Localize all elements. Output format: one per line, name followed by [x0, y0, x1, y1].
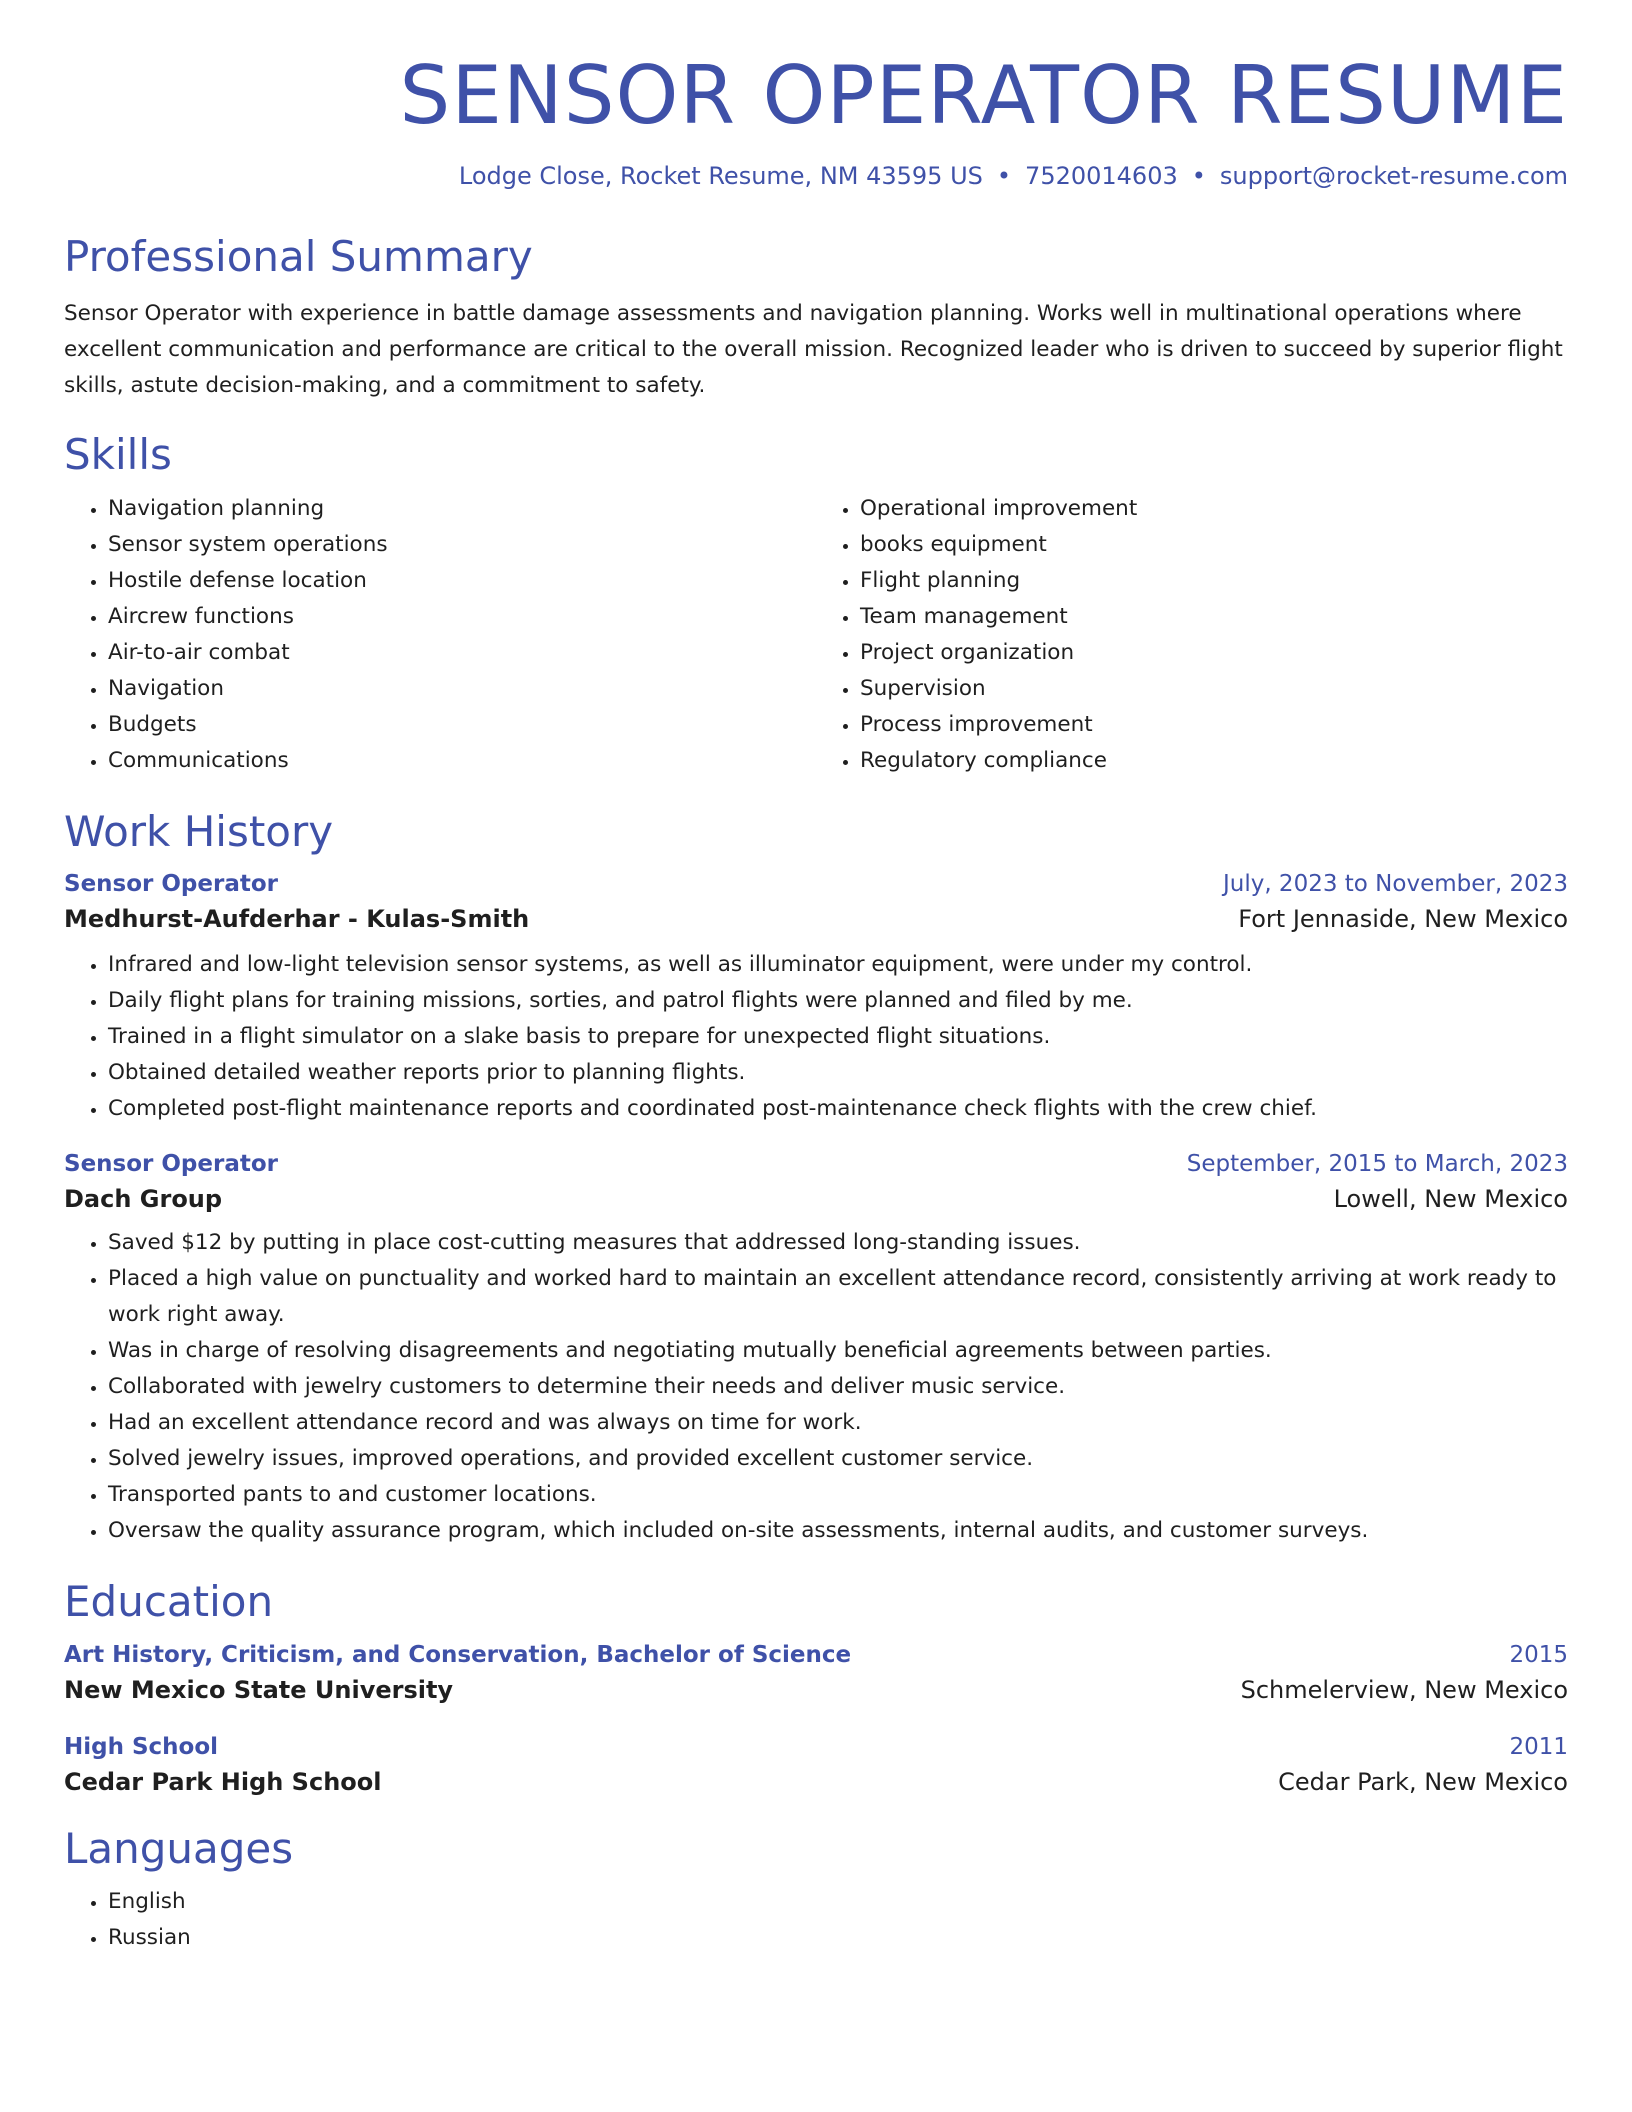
- resume-title: SENSOR OPERATOR RESUME: [399, 49, 1568, 142]
- job-bullet: • Obtained detailed weather reports prior to planning flights.: [108, 1055, 1568, 1091]
- job-bullet: • Solved jewelry issues, improved operations, and provided excellent customer service.: [108, 1441, 1568, 1477]
- job-bullet: • Transported pants to and customer locations.: [108, 1477, 1568, 1513]
- company-name: Dach Group: [64, 1185, 223, 1214]
- contact-phone: 7520014603: [1025, 162, 1178, 190]
- job-bullet: • Completed post-flight maintenance reports and coordinated post-maintenance check flights with the crew chief.: [108, 1091, 1568, 1127]
- degree-name: High School: [64, 1733, 219, 1760]
- job-bullet: • Saved $12 by putting in place cost-cutting measures that addressed long-standing issues.: [108, 1225, 1568, 1261]
- skill-item: • Aircrew functions: [108, 599, 816, 635]
- contact-address: Lodge Close, Rocket Resume, NM 43595 US: [458, 162, 983, 190]
- contact-separator: •: [996, 162, 1012, 190]
- school-name: New Mexico State University: [64, 1675, 454, 1704]
- language-item: • English: [108, 1884, 1568, 1920]
- work-heading: Work History: [64, 806, 334, 856]
- skill-item: • books equipment: [860, 527, 1568, 563]
- summary-text: Sensor Operator with experience in battle damage assessments and navigation planning. Works well in multinational operations where excellent communication and performance are critical to the overall mission. Recognized leader who is driven to succeed by superior flight skills, astute decision-making, and a commitment to safety.: [64, 301, 1563, 399]
- graduation-year: 2011: [1509, 1733, 1568, 1760]
- skills-column-left: [64, 491, 816, 779]
- skill-item: • Flight planning: [860, 563, 1568, 599]
- job-bullets: [64, 947, 1568, 1127]
- job-bullet: • Infrared and low-light television sensor systems, as well as illuminator equipment, were under my control.: [108, 947, 1568, 983]
- summary-heading: Professional Summary: [64, 232, 533, 281]
- job-bullet: • Oversaw the quality assurance program, which included on-site assessments, internal audits, and customer surveys.: [108, 1513, 1568, 1549]
- skill-item: • Operational improvement: [860, 491, 1568, 527]
- job-dates: September, 2015 to March, 2023: [1186, 1151, 1568, 1178]
- education-heading: Education: [64, 1577, 274, 1627]
- job-entry: [64, 871, 1568, 1127]
- job-title: Sensor Operator: [64, 1151, 278, 1178]
- job-bullet: • Placed a high value on punctuality and worked hard to maintain an excellent attendance record, consistently arriving at work ready to work right away.: [108, 1261, 1568, 1333]
- skills-list: [64, 491, 1568, 779]
- skills-column-right: [816, 491, 1568, 779]
- job-bullet: • Collaborated with jewelry customers to determine their needs and deliver music service.: [108, 1369, 1568, 1405]
- job-bullet: • Trained in a flight simulator on a slake basis to prepare for unexpected flight situations.: [108, 1019, 1568, 1055]
- skill-item: • Hostile defense location: [108, 563, 816, 599]
- company-name: Medhurst-Aufderhar - Kulas-Smith: [64, 905, 530, 934]
- job-title: Sensor Operator: [64, 871, 278, 898]
- job-location: Lowell, New Mexico: [1333, 1185, 1568, 1214]
- skill-item: • Process improvement: [860, 707, 1568, 743]
- contact-email: support@rocket-resume.com: [1219, 162, 1568, 190]
- contact-separator: •: [1191, 162, 1206, 190]
- education-entry: [64, 1734, 1568, 1796]
- school-location: Schmelerview, New Mexico: [1240, 1675, 1568, 1704]
- education-entry: [64, 1642, 1568, 1704]
- graduation-year: 2015: [1509, 1641, 1568, 1668]
- skill-item: • Budgets: [108, 707, 816, 743]
- languages-heading: Languages: [64, 1823, 294, 1873]
- degree-name: Art History, Criticism, and Conservation, Bachelor of Science: [64, 1641, 852, 1668]
- job-dates: July, 2023 to November, 2023: [1222, 871, 1568, 898]
- skill-item: • Sensor system operations: [108, 527, 816, 563]
- contact-line: [64, 162, 1568, 190]
- language-item: • Russian: [108, 1920, 1568, 1956]
- skill-item: • Supervision: [860, 671, 1568, 707]
- job-bullet: • Was in charge of resolving disagreements and negotiating mutually beneficial agreements between parties.: [108, 1333, 1568, 1369]
- job-entry: [64, 1151, 1568, 1549]
- school-name: Cedar Park High School: [64, 1767, 382, 1796]
- skills-heading: Skills: [64, 430, 172, 480]
- job-location: Fort Jennaside, New Mexico: [1238, 905, 1568, 934]
- job-bullets: [64, 1225, 1568, 1549]
- job-bullet: • Had an excellent attendance record and was always on time for work.: [108, 1405, 1568, 1441]
- skill-item: • Navigation: [108, 671, 816, 707]
- job-bullet: • Daily flight plans for training missions, sorties, and patrol flights were planned and filed by me.: [108, 983, 1568, 1019]
- skill-item: • Navigation planning: [108, 491, 816, 527]
- skill-item: • Regulatory compliance: [860, 743, 1568, 779]
- skill-item: • Communications: [108, 743, 816, 779]
- skill-item: • Team management: [860, 599, 1568, 635]
- skill-item: • Air-to-air combat: [108, 635, 816, 671]
- languages-list: [64, 1884, 1568, 1956]
- school-location: Cedar Park, New Mexico: [1278, 1767, 1568, 1796]
- skill-item: • Project organization: [860, 635, 1568, 671]
